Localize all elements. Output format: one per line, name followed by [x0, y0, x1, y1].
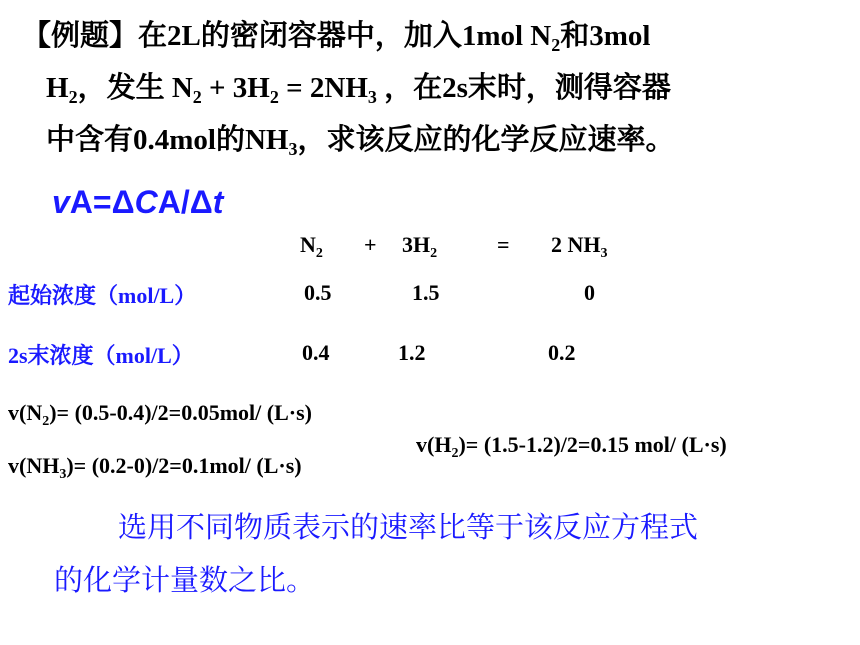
equation-equals: =	[497, 232, 510, 257]
subscript: 2	[451, 446, 459, 461]
rate-text: )= (0.5-0.4)/2=0.05mol/ (L·s)	[49, 400, 312, 425]
equation-nh3	[551, 232, 608, 261]
problem-line-3	[46, 124, 675, 159]
initial-concentration-label: 起始浓度（mol/L）	[8, 283, 197, 308]
problem-text: ，发生 N	[77, 72, 193, 104]
subscript: 2	[269, 87, 279, 107]
problem-text: 和3mol	[560, 20, 651, 52]
problem-text: 中含有0.4mol的NH	[46, 124, 289, 156]
problem-text: ，求该反应的化学反应速率。	[297, 124, 675, 156]
formula-t: t	[212, 184, 224, 220]
equation-h2	[402, 232, 438, 261]
rate-n2	[8, 400, 312, 429]
subscript: 3	[288, 139, 298, 159]
subscript: 3	[59, 467, 67, 482]
problem-line-2	[46, 72, 671, 107]
subscript: 2	[315, 246, 323, 261]
final-n2-value: 0.4	[302, 340, 330, 365]
problem-text: + 3H	[201, 72, 270, 104]
eq-species: 2 NH	[551, 232, 601, 257]
formula-text: A=Δ	[69, 184, 135, 220]
rate-nh3	[8, 453, 302, 482]
problem-text: 【例题】在2L的密闭容器中，加入1mol N	[22, 20, 552, 52]
subscript: 3	[367, 87, 377, 107]
rate-text: )= (1.5-1.2)/2=0.15 mol/ (L·s)	[458, 432, 727, 457]
rate-text: v(H	[416, 432, 452, 457]
subscript: 3	[600, 246, 608, 261]
conclusion-line-2: 的化学计量数之比。	[54, 563, 316, 597]
rate-text: )= (0.2-0)/2=0.1mol/ (L·s)	[66, 453, 302, 478]
equation-plus: +	[364, 232, 377, 257]
eq-species: 3H	[402, 232, 431, 257]
subscript: 2	[68, 87, 78, 107]
problem-line-1	[22, 20, 651, 55]
subscript: 2	[551, 35, 561, 55]
subscript: 2	[430, 246, 438, 261]
problem-text: = 2NH	[278, 72, 368, 104]
final-nh3-value: 0.2	[548, 340, 576, 365]
formula-text: A/Δ	[157, 184, 213, 220]
initial-nh3-value: 0	[584, 280, 595, 305]
final-concentration-label: 2s末浓度（mol/L）	[8, 343, 194, 368]
final-h2-value: 1.2	[398, 340, 426, 365]
conclusion-line-1: 选用不同物质表示的速率比等于该反应方程式	[118, 510, 699, 544]
formula-c: C	[134, 184, 158, 220]
problem-text: H	[46, 72, 69, 104]
initial-h2-value: 1.5	[412, 280, 440, 305]
rate-text: v(N	[8, 400, 43, 425]
subscript: 2	[42, 414, 50, 429]
rate-h2	[416, 432, 727, 461]
formula-v: v	[52, 184, 70, 220]
rate-text: v(NH	[8, 453, 60, 478]
subscript: 2	[192, 87, 202, 107]
rate-formula	[52, 184, 223, 221]
equation-n2	[300, 232, 323, 261]
problem-text: ，在2s末时，测得容器	[376, 72, 671, 104]
eq-species: N	[300, 232, 316, 257]
initial-n2-value: 0.5	[304, 280, 332, 305]
